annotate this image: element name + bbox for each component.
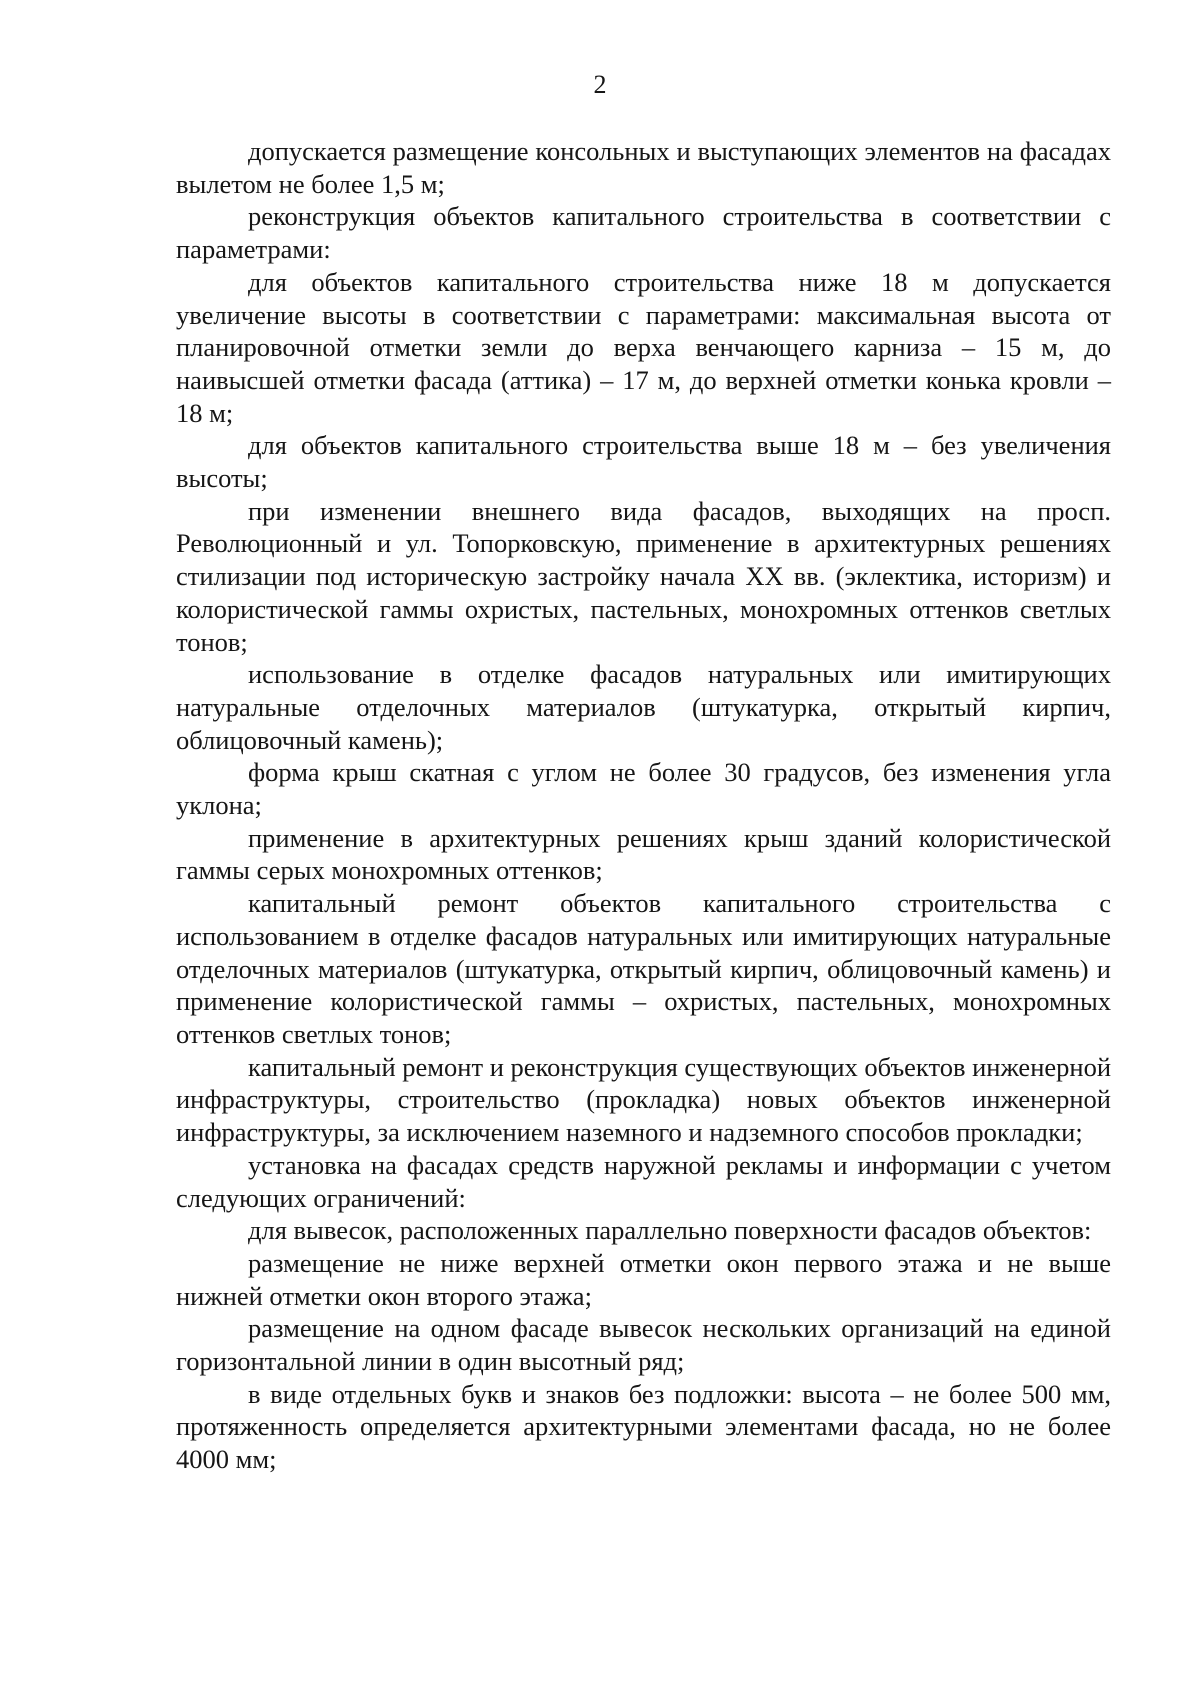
paragraph-roof-shape: форма крыш скатная с углом не более 30 градусов, без изменения угла уклона; xyxy=(176,757,1111,821)
paragraph-facade-style: при изменении внешнего вида фасадов, выходящих на просп. Революционный и ул. Топорковскую, применение в архитектурных решениях стилизации под историческую застройку начала XX вв. (эклектика, историзм) и колористической гаммы охристых, пастельных, монохромных оттенков светлых тонов; xyxy=(176,495,1111,657)
paragraph-signboards: для вывесок, расположенных параллельно поверхности фасадов объектов: xyxy=(248,1215,1092,1246)
paragraph-below-18m: для объектов капитального строительства ниже 18 м допускается увеличение высоты в соответствии с параметрами: максимальная высота от планировочной отметки земли до верха венчающего карниза – 15 м, до наивысшей отметки фасада (аттика) – 17 м, до верхней отметки конька кровли – 18 м; xyxy=(176,266,1111,428)
paragraph-letters-size: в виде отдельных букв и знаков без подложки: высота – не более 500 мм, протяженность определяется архитектурными элементами фасада, но не более 4000 мм; xyxy=(176,1378,1111,1475)
paragraph-advertising: установка на фасадах средств наружной рекламы и информации с учетом следующих ограничений: xyxy=(176,1149,1111,1213)
paragraph-roof-colors: применение в архитектурных решениях крыш зданий колористической гаммы серых монохромных оттенков; xyxy=(176,822,1111,886)
page-number: 2 xyxy=(593,70,607,99)
paragraph-infrastructure: капитальный ремонт и реконструкция существующих объектов инженерной инфраструктуры, строительство (прокладка) новых объектов инженерной инфраструктуры, за исключением наземного и надземного способов прокладки; xyxy=(176,1051,1111,1148)
document-body xyxy=(176,135,1111,1476)
paragraph-above-18m: для объектов капитального строительства выше 18 м – без увеличения высоты; xyxy=(176,430,1111,494)
paragraph-finishing-materials: использование в отделке фасадов натуральных или имитирующих натуральные отделочных материалов (штукатурка, открытый кирпич, облицовочный камень); xyxy=(176,659,1111,755)
paragraph-capital-repair: капитальный ремонт объектов капитального строительства с использованием в отделке фасадов натуральных или имитирующих натуральные отделочных материалов (штукатурка, открытый кирпич, облицовочный камень) и применение колористической гаммы – охристых, пастельных, монохромных оттенков светлых тонов; xyxy=(176,888,1111,1049)
paragraph-single-row: размещение на одном фасаде вывесок нескольких организаций на единой горизонтальной линии в один высотный ряд; xyxy=(176,1313,1111,1377)
paragraph-placement-height: размещение не ниже верхней отметки окон первого этажа и не выше нижней отметки окон второго этажа; xyxy=(176,1247,1111,1311)
paragraph-reconstruction: реконструкция объектов капитального строительства в соответствии с параметрами: xyxy=(176,201,1111,265)
paragraph-console-elements: допускается размещение консольных и выступающих элементов на фасадах вылетом не более 1,5 м; xyxy=(176,136,1111,199)
